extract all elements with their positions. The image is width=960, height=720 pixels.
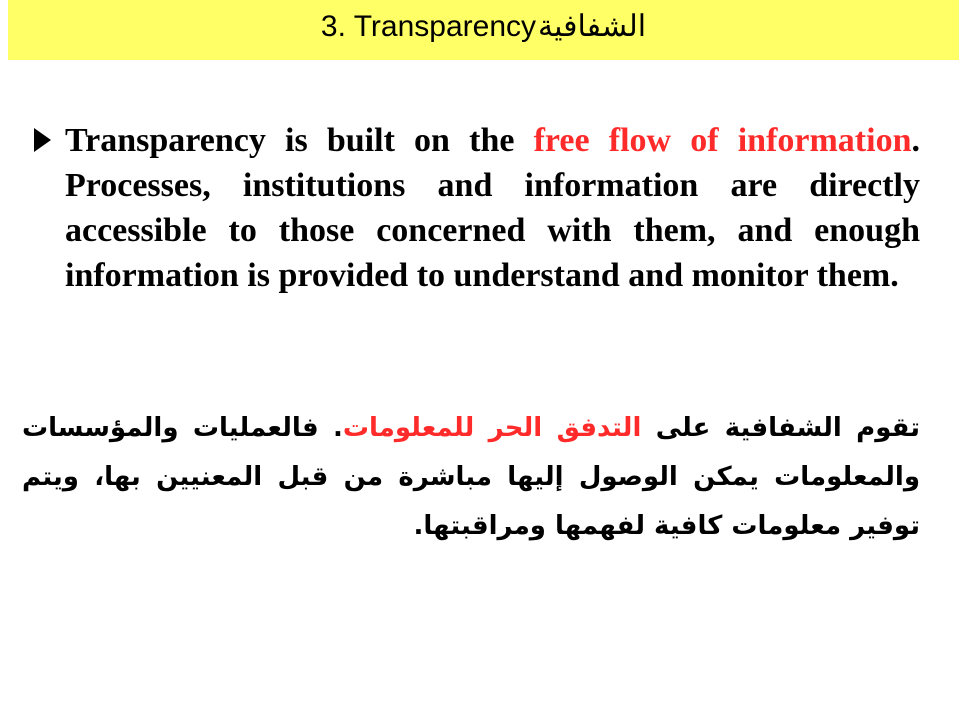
english-bullet — [34, 118, 920, 298]
arabic-highlight: التدفق الحر للمعلومات — [342, 413, 642, 443]
english-text-start: Transparency is built on the — [65, 122, 534, 159]
triangle-right-icon — [34, 128, 51, 152]
arabic-text-start: تقوم الشفافية على — [641, 413, 920, 443]
title-english: 3. Transparency — [320, 10, 537, 43]
english-text-end: . Processes, institutions and information are directly accessible to those concerned with them, and enough information is provided to understand and monitor them. — [65, 122, 920, 294]
english-paragraph — [65, 118, 920, 298]
title-arabic: الشفافية — [538, 10, 647, 43]
arabic-text-end: . فالعمليات والمؤسسات والمعلومات يمكن الوصول إليها مباشرة من قبل المعنيين بها، ويتم توفير معلومات كافية لفهمها ومراقبتها. — [22, 413, 920, 541]
english-highlight: free flow of information — [533, 122, 912, 159]
title-bar — [8, 0, 959, 60]
arabic-paragraph — [22, 404, 920, 551]
